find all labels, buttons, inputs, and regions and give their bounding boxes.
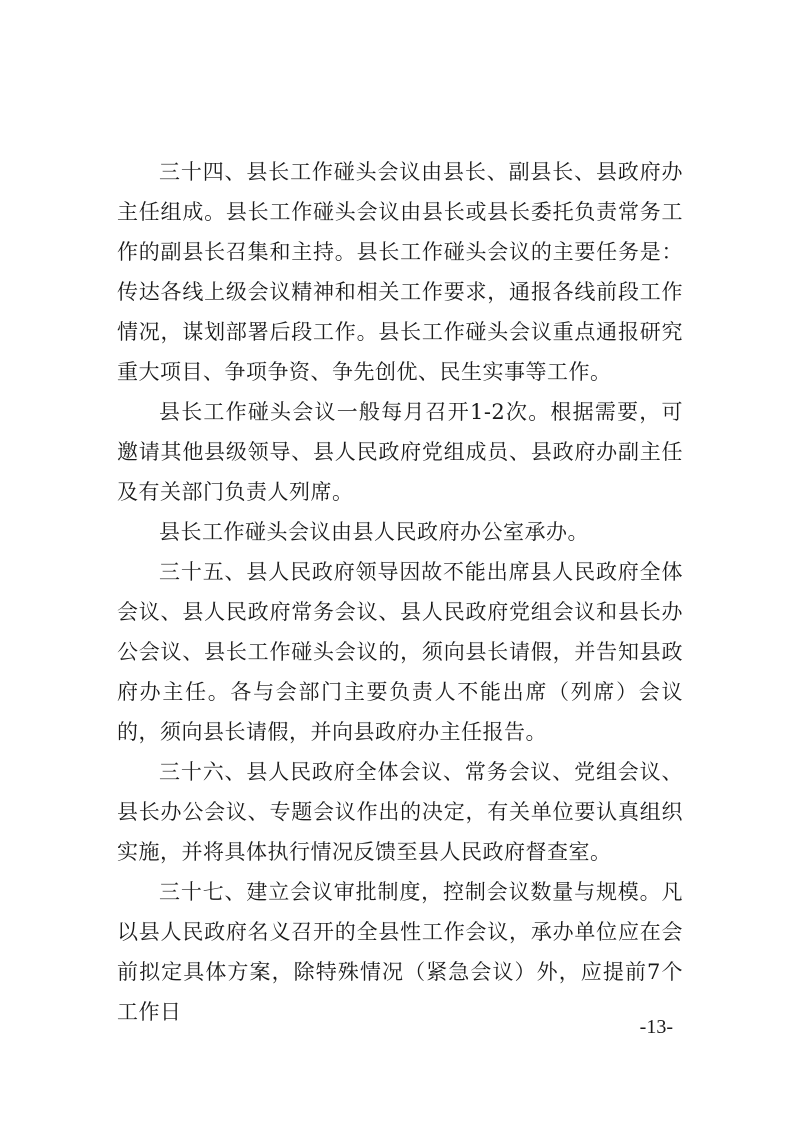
paragraph-article-37: 三十七、建立会议审批制度，控制会议数量与规模。凡以县人民政府名义召开的全县性工作会议，承办单位应在会前拟定具体方案，除特殊情况（紧急会议）外，应提前7个工作日	[117, 880, 683, 1024]
page-number: -13-	[639, 1016, 673, 1038]
paragraph-article-36: 三十六、县人民政府全体会议、常务会议、党组会议、县长办公会议、专题会议作出的决定，有关单位要认真组织实施，并将具体执行情况反馈至县人民政府督查室。	[117, 760, 683, 864]
paragraph-organizer: 县长工作碰头会议由县人民政府办公室承办。	[159, 520, 589, 544]
paragraph-article-34: 三十四、县长工作碰头会议由县长、副县长、县政府办主任组成。县长工作碰头会议由县长或县长委托负责常务工作的副县长召集和主持。县长工作碰头会议的主要任务是：传达各线上级会议精神和相关工作要求，通报各线前段工作情况，谋划部署后段工作。县长工作碰头会议重点通报研究重大项目、争项争资、争先创优、民生实事等工作。	[117, 160, 683, 384]
paragraph-article-35: 三十五、县人民政府领导因故不能出席县人民政府全体会议、县人民政府常务会议、县人民政府党组会议和县长办公会议、县长工作碰头会议的，须向县长请假，并告知县政府办主任。各与会部门主要负责人不能出席（列席）会议的，须向县长请假，并向县政府办主任报告。	[117, 560, 683, 744]
paragraph-meeting-frequency: 县长工作碰头会议一般每月召开1-2次。根据需要，可邀请其他县级领导、县人民政府党组成员、县政府办副主任及有关部门负责人列席。	[117, 400, 683, 504]
body-text	[117, 152, 683, 1032]
